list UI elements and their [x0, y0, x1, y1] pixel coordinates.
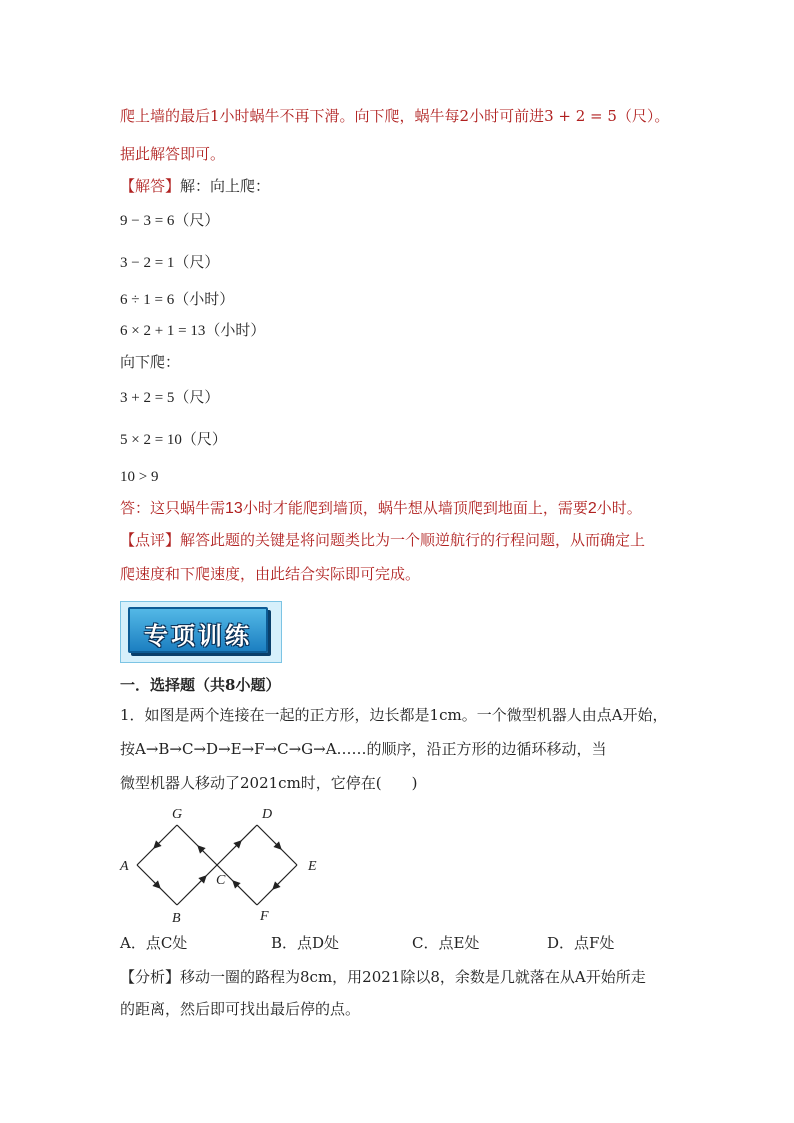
- answer-suffix: 小时。: [596, 499, 642, 517]
- section-title: 一．选择题（共8小题）: [120, 676, 281, 694]
- square-edges: [137, 825, 297, 905]
- arrow-c-d: [235, 843, 239, 847]
- label-c: C: [216, 873, 226, 888]
- analysis-2-line-2: 的距离，然后即可找出最后停的点。: [120, 1000, 361, 1018]
- label-e: E: [308, 859, 317, 874]
- comment-line-1: [120, 530, 645, 550]
- solution-step-3: 6 ÷ 1 = 6（小时）: [120, 292, 235, 308]
- comment-text-1: 解答此题的关键是将问题类比为一个顺逆航行的行程问题，从而确定上: [180, 531, 646, 549]
- banner-plate: [128, 607, 268, 653]
- label-a: A: [120, 859, 129, 874]
- analysis-continued-line-2: 据此解答即可。: [120, 145, 226, 163]
- solution-tag: 【解答】: [120, 177, 181, 195]
- arrow-a-b: [154, 882, 158, 886]
- label-b: B: [172, 911, 181, 925]
- two-squares-diagram: [112, 800, 342, 925]
- arrow-g-a: [156, 842, 160, 846]
- analysis-continued-line-1: 爬上墙的最后1小时蜗牛不再下滑。向下爬，蜗牛每2小时可前进3 + 2 = 5（尺）。: [120, 107, 670, 125]
- solution-step-5: 3 + 2 = 5（尺）: [120, 390, 220, 406]
- banner-title: 专项训练: [144, 622, 252, 650]
- question-1-line-2: 按A→B→C→D→E→F→C→G→A……的顺序，沿正方形的边循环移动，当: [120, 740, 607, 758]
- solution-step-2: 3 − 2 = 1（尺）: [120, 255, 220, 271]
- option-d: D．点F处: [547, 934, 615, 952]
- label-g: G: [172, 807, 183, 822]
- option-a: A．点C处: [120, 934, 188, 952]
- analysis-2-text-1: 移动一圈的路程为8cm，用2021除以8，余数是几就落在从A开始所走: [180, 968, 646, 986]
- solution-down-label: 向下爬：: [120, 353, 181, 371]
- question-1-line-1: 1．如图是两个连接在一起的正方形，边长都是1cm。一个微型机器人由点A开始，: [120, 706, 668, 724]
- solution-intro: 解：向上爬：: [180, 177, 271, 195]
- analysis-2-line-1: [120, 967, 646, 987]
- edge-c-g: [177, 825, 217, 865]
- solution-step-7: 10 > 9: [120, 469, 159, 485]
- analysis-2-tag: 【分析】: [120, 968, 181, 986]
- solution-heading: [120, 176, 270, 196]
- answer-prefix: 答：这只蜗牛需: [120, 499, 226, 517]
- arrow-f-c: [235, 883, 239, 887]
- solution-step-6: 5 × 2 = 10（尺）: [120, 432, 227, 448]
- answer-hours-down: 2: [587, 500, 597, 517]
- option-c: C．点E处: [412, 934, 480, 952]
- arrow-c-g: [200, 848, 204, 852]
- section-banner: [120, 601, 282, 663]
- label-d: D: [262, 807, 273, 822]
- solution-step-1: 9 − 3 = 6（尺）: [120, 213, 220, 229]
- comment-line-2: 爬速度和下爬速度，由此结合实际即可完成。: [120, 565, 421, 583]
- arrow-e-f: [275, 883, 279, 887]
- solution-answer: [120, 498, 642, 519]
- answer-hours-up: 13: [225, 500, 243, 517]
- solution-step-4: 6 × 2 + 1 = 13（小时）: [120, 323, 266, 339]
- answer-middle: 小时才能爬到墙顶，蜗牛想从墙顶爬到地面上，需要: [242, 499, 588, 517]
- option-b: B．点D处: [271, 934, 340, 952]
- arrow-d-e: [275, 843, 279, 847]
- edge-b-c: [177, 865, 217, 905]
- question-1-line-3: 微型机器人移动了2021cm时，它停在( ): [120, 774, 418, 792]
- label-f: F: [260, 909, 269, 924]
- arrow-b-c: [200, 878, 204, 882]
- comment-tag: 【点评】: [120, 531, 181, 549]
